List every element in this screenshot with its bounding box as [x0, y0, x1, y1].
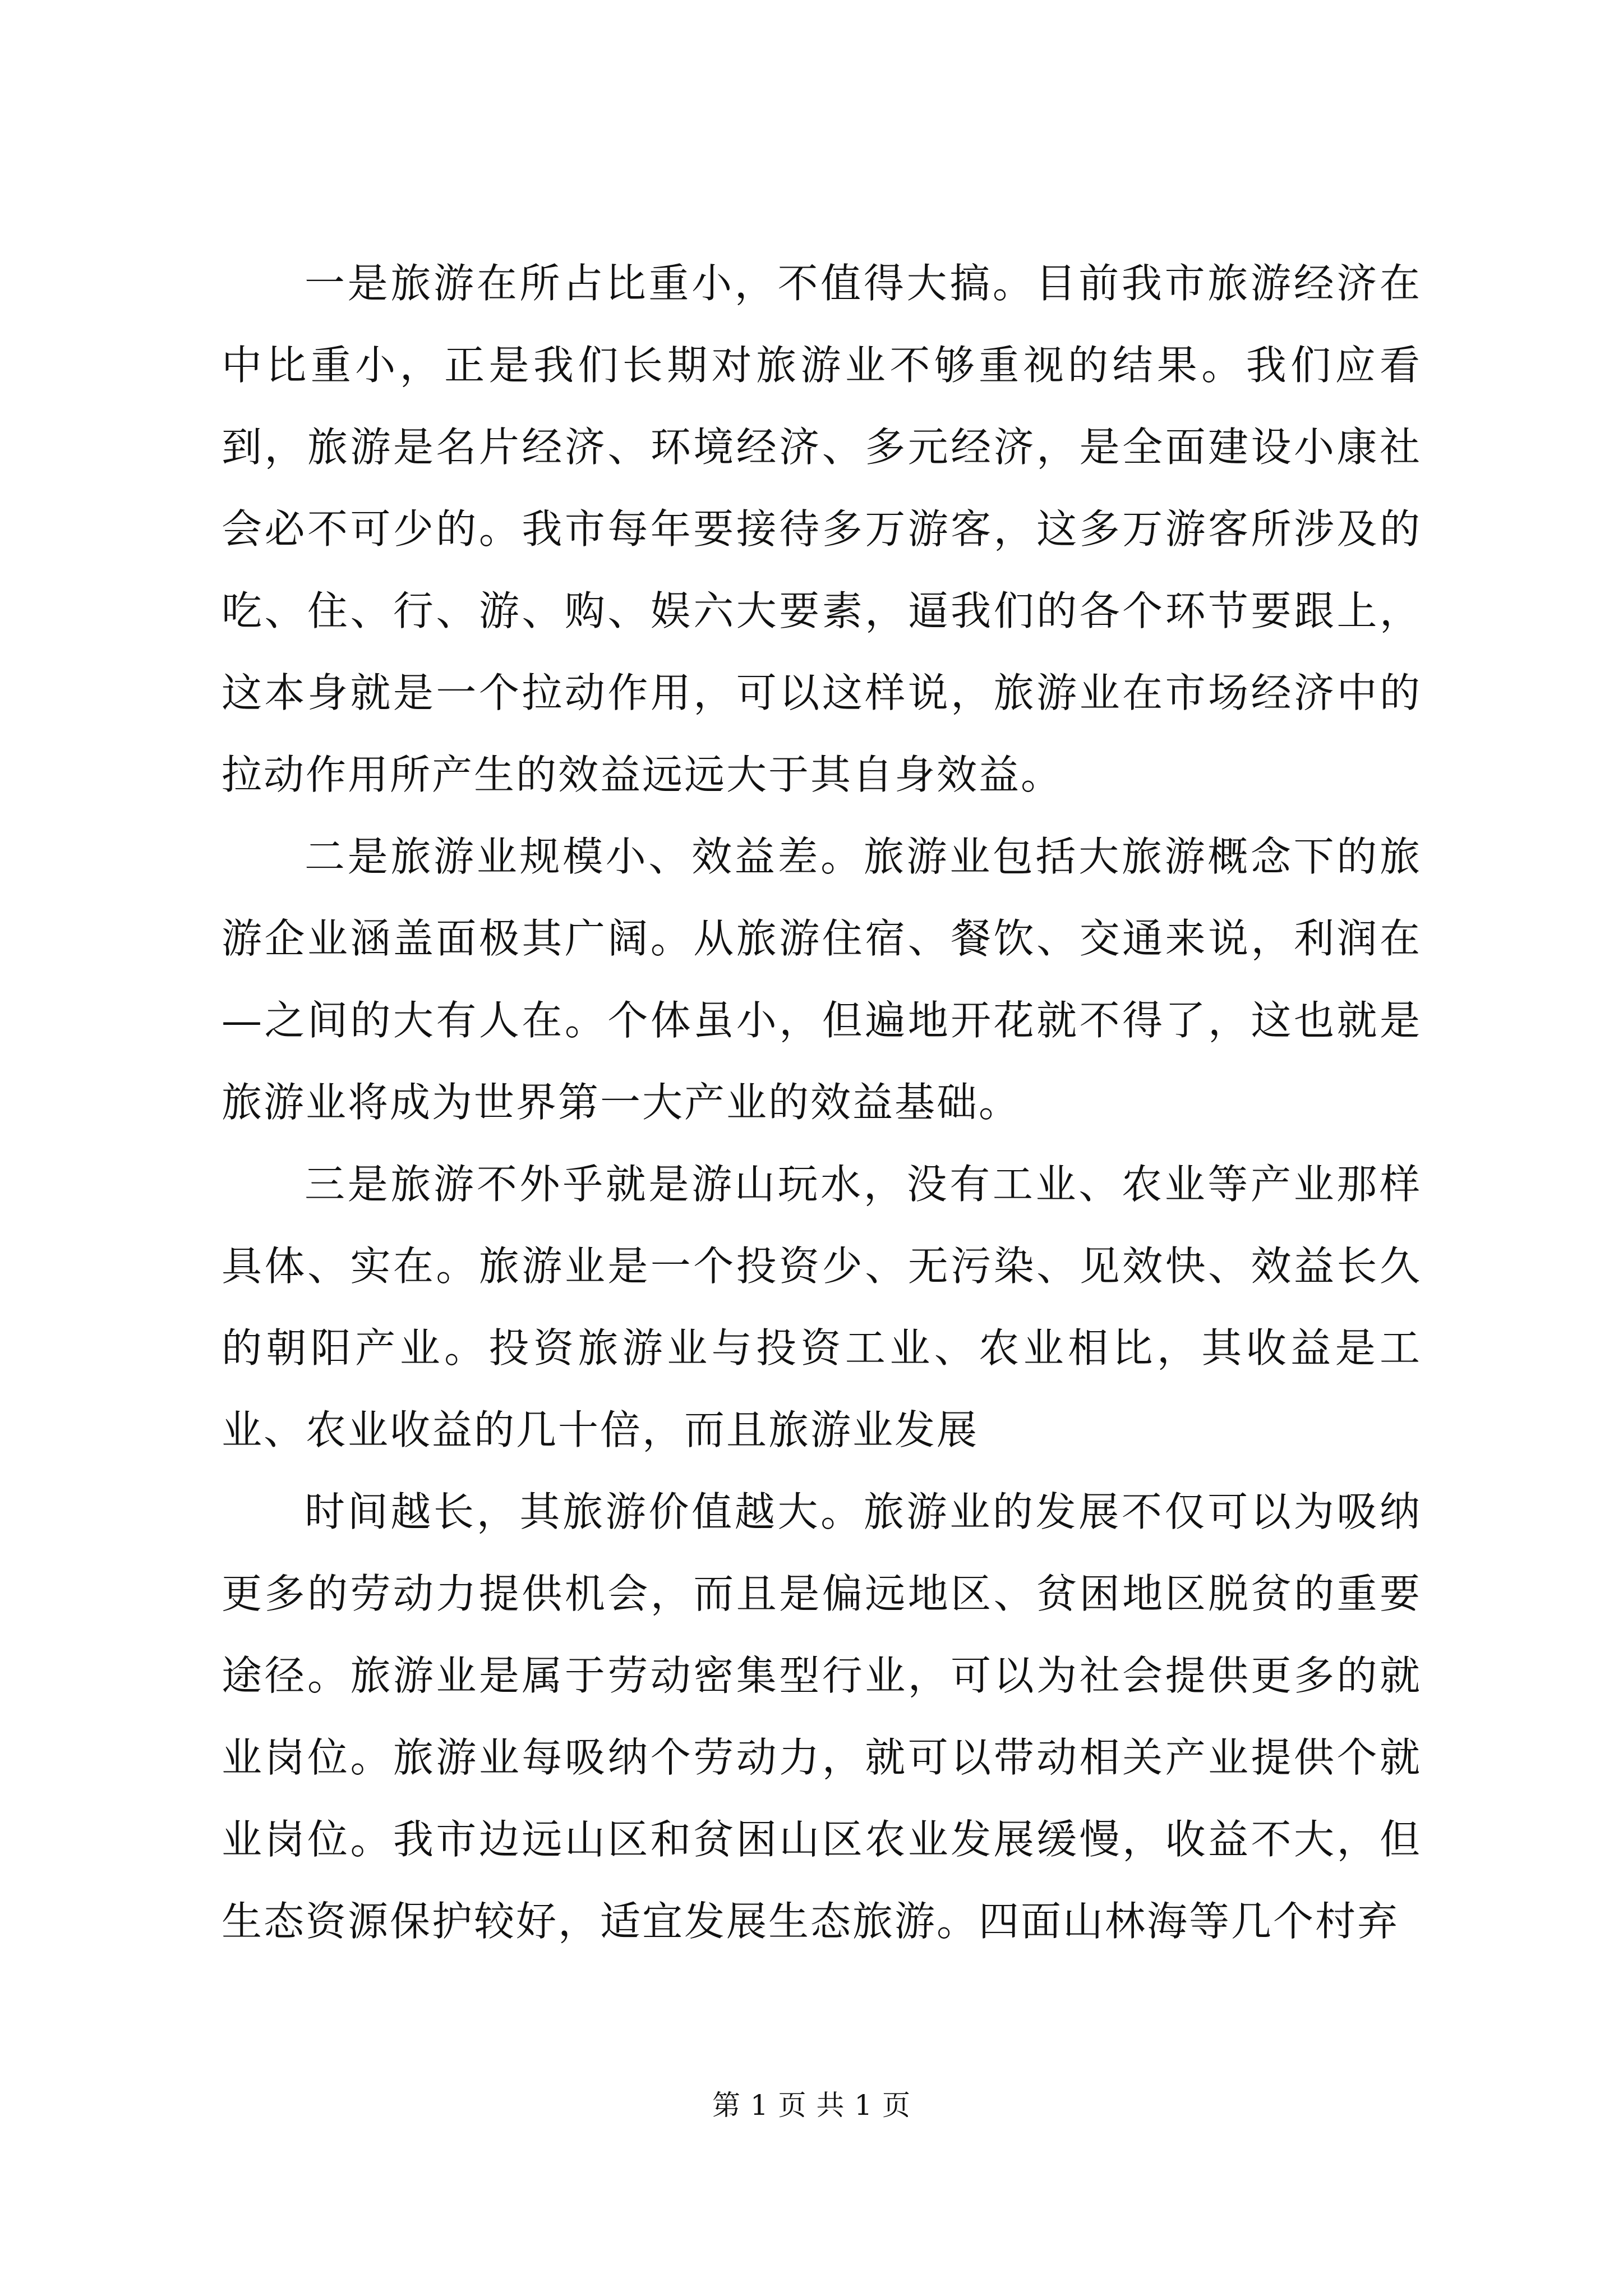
paragraph-1: 一是旅游在所占比重小，不值得大搞。目前我市旅游经济在中比重小，正是我们长期对旅游业不够重视的结果。我们应看到，旅游是名片经济、环境经济、多元经济，是全面建设小康社会必不可少的。我市每年要接待多万游客，这多万游客所涉及的吃、住、行、游、购、娱六大要素，逼我们的各个环节要跟上，这本身就是一个拉动作用，可以这样说，旅游业在市场经济中的拉动作用所产生的效益远远大于其自身效益。 [222, 260, 1422, 798]
paragraph-2: 二是旅游业规模小、效益差。旅游业包括大旅游概念下的旅游企业涵盖面极其广阔。从旅游住宿、餐饮、交通来说，利润在—之间的大有人在。个体虽小，但遍地开花就不得了，这也就是旅游业将成为世界第一大产业的效益基础。 [222, 833, 1422, 1126]
document-body [222, 242, 1422, 1962]
page-footer: 第 1 页 共 1 页 [712, 2089, 911, 2122]
paragraph-4: 时间越长，其旅游价值越大。旅游业的发展不仅可以为吸纳更多的劳动力提供机会，而且是偏远地区、贫困地区脱贫的重要途径。旅游业是属于劳动密集型行业，可以为社会提供更多的就业岗位。旅游业每吸纳个劳动力，就可以带动相关产业提供个就业岗位。我市边远山区和贫困山区农业发展缓慢，收益不大，但生态资源保护较好，适宜发展生态旅游。四面山林海等几个村弃 [222, 1488, 1422, 1945]
paragraph-3: 三是旅游不外乎就是游山玩水，没有工业、农业等产业那样具体、实在。旅游业是一个投资少、无污染、见效快、效益长久的朝阳产业。投资旅游业与投资工业、农业相比，其收益是工业、农业收益的几十倍，而且旅游业发展 [222, 1161, 1422, 1453]
